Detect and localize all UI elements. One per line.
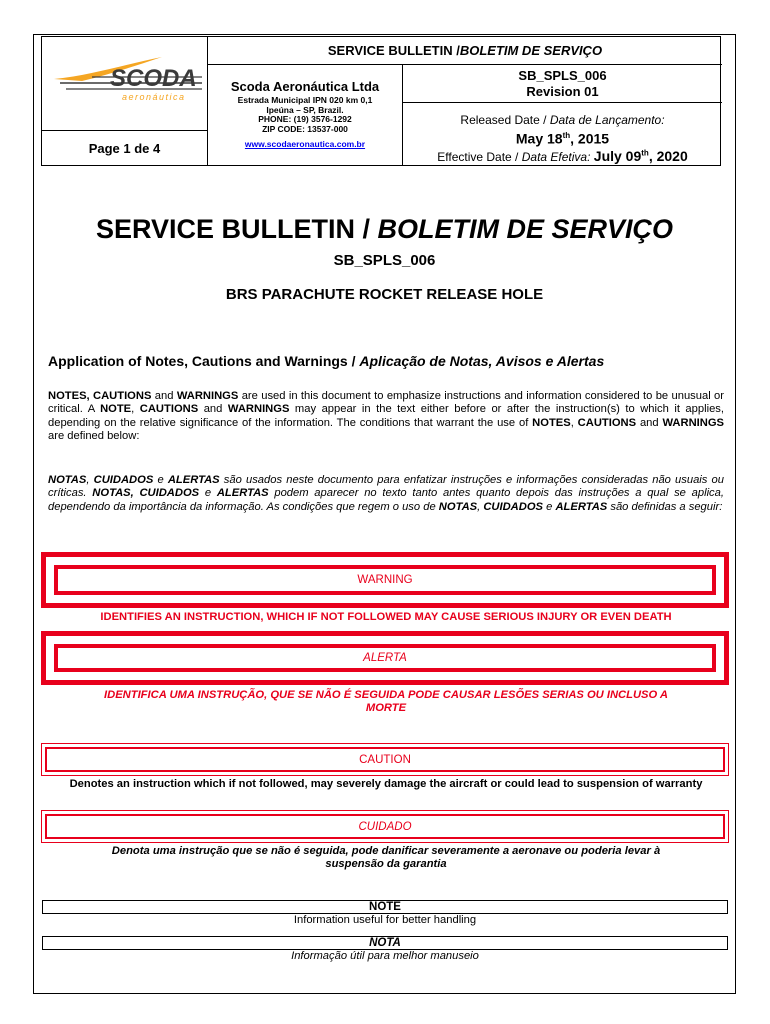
header-title-plain: SERVICE BULLETIN /	[327, 43, 460, 58]
company-name: Scoda Aeronáutica Ltda	[230, 79, 380, 94]
document-code: SB_SPLS_006	[333, 252, 436, 269]
paragraph-portuguese: NOTAS, CUIDADOS e ALERTAS são usados neste documento para enfatizar instruções e informações consideradas não usuais ou críticas. NOTAS, CUIDADOS e ALERTAS podem aparecer no texto tanto antes quanto depois das instruções a qual se aplica, dependendo da importância da informação. As condições que regem o uso de NOTAS, CUIDADOS e ALERTAS são definidas a seguir:	[48, 474, 724, 513]
cuidado-text: Denota uma instrução que se não é seguida, pode danificar severamente a aeronave ou poderia levar à suspensão da garantia	[111, 845, 661, 870]
company-address: Estrada Municipal IPN 020 km 0,1	[237, 95, 373, 105]
sb-number: SB_SPLS_006	[518, 68, 607, 83]
effective-date-line: Effective Date / Data Efetiva: July 09th, 2020	[437, 147, 688, 164]
paragraph-english: NOTES, CAUTIONS and WARNINGS are used in this document to emphasize instructions and information considered to be unusual or critical. A NOTE, CAUTIONS and WARNINGS may appear in the text either before or after the instruction(s) to which it applies, depending on the relative significance of the information. The conditions that warrant the use of NOTES, CAUTIONS and WARNINGS are defined below:	[48, 390, 725, 442]
scoda-logo-icon	[52, 53, 202, 113]
scoda-logo	[52, 53, 202, 113]
section-heading: Application of Notes, Cautions and Warnings / Aplicação de Notas, Avisos e Alertas	[48, 353, 605, 369]
warning-label: WARNING	[357, 574, 413, 586]
nota-text: Informação útil para melhor manuseio	[291, 950, 479, 962]
caution-label-box	[45, 747, 725, 772]
caution-outer-box	[41, 743, 729, 776]
alerta-label-box	[54, 644, 716, 672]
caution-label: CAUTION	[359, 753, 411, 766]
nota-label-box	[42, 936, 728, 950]
page-number: Page 1 de 4	[42, 131, 208, 166]
warning-text: IDENTIFIES AN INSTRUCTION, WHICH IF NOT FOLLOWED MAY CAUSE SERIOUS INJURY OR EVEN DEATH	[100, 611, 672, 623]
logo-tagline: aeronáutica	[122, 92, 186, 102]
alerta-text: IDENTIFICA UMA INSTRUÇÃO, QUE SE NÃO É SEGUIDA PODE CAUSAR LESÕES SERIAS OU INCLUSO A MORTE	[104, 689, 668, 714]
warning-label-box	[54, 565, 716, 595]
released-date: May 18th, 2015	[515, 130, 610, 147]
revision: Revision 01	[526, 84, 599, 99]
note-text: Information useful for better handling	[293, 914, 477, 926]
alerta-label: ALERTA	[363, 652, 407, 664]
warning-outer-box	[41, 552, 729, 608]
cuidado-label: CUIDADO	[358, 820, 412, 833]
header-table	[41, 36, 721, 166]
document-title: SERVICE BULLETIN / BOLETIM DE SERVIÇO	[95, 214, 674, 244]
logo-cell	[42, 37, 208, 131]
company-phone: PHONE: (19) 3576-1292	[258, 114, 352, 124]
dates-cell	[403, 103, 722, 166]
header-title-italic: BOLETIM DE SERVIÇO	[459, 43, 603, 58]
sb-number-cell	[403, 65, 722, 103]
logo-wordmark: SCODA	[110, 65, 197, 92]
company-info	[208, 65, 403, 166]
note-label: NOTE	[369, 901, 401, 913]
company-website-link[interactable]: www.scodaeronautica.com.br	[244, 139, 366, 149]
company-zip: ZIP CODE: 13537-000	[262, 123, 348, 134]
released-label: Released Date / Data de Lançamento:	[460, 113, 665, 127]
nota-label: NOTA	[369, 937, 401, 949]
note-label-box	[42, 900, 728, 914]
cuidado-label-box	[45, 814, 725, 839]
company-city: Ipeúna – SP, Brazil.	[266, 104, 344, 115]
alerta-outer-box	[41, 631, 729, 685]
document-subject: BRS PARACHUTE ROCKET RELEASE HOLE	[225, 286, 544, 303]
caution-text: Denotes an instruction which if not followed, may severely damage the aircraft or could lead to suspension of warranty	[69, 778, 703, 790]
header-title	[208, 37, 722, 65]
cuidado-outer-box	[41, 810, 729, 843]
